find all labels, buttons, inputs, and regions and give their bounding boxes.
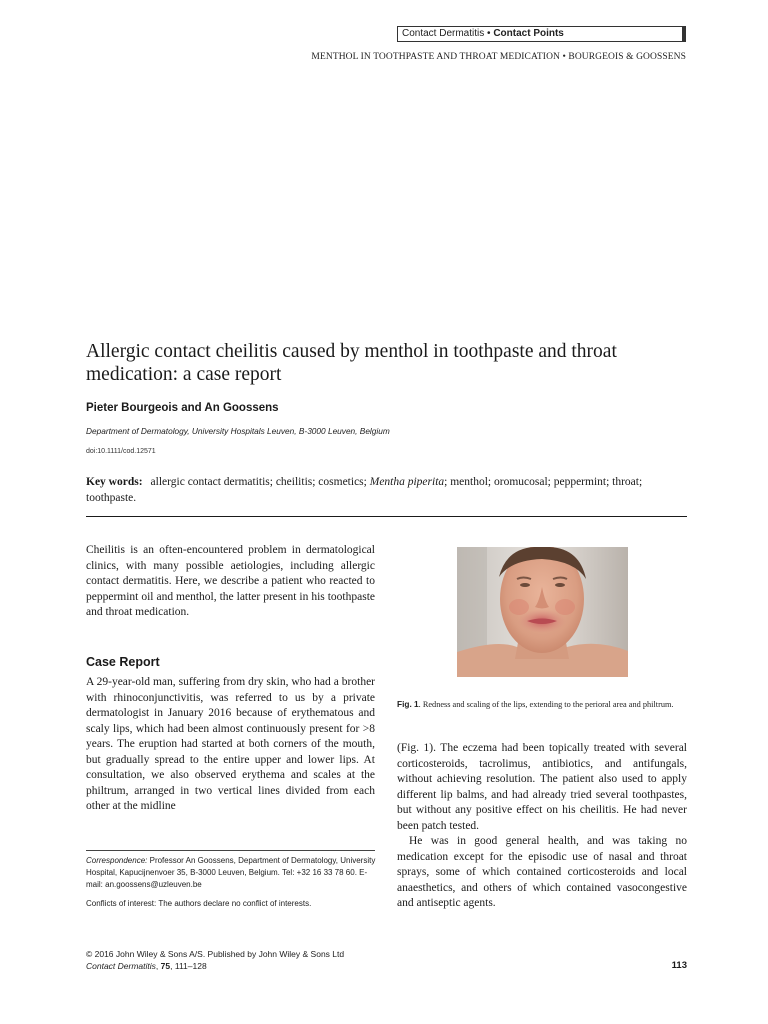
keywords-italic: Mentha piperita xyxy=(369,476,445,488)
correspondence-text: Professor An Goossens, Department of Dermatology, University Hospital, Kapucijnenvoer 35, B-3000 Leuven, Belgium. Tel: +32 16 33 78 60. E-mail: an.goossens@uzleuven.be xyxy=(86,856,376,889)
correspondence-label: Correspondence: xyxy=(86,856,148,865)
copyright-line: © 2016 John Wiley & Sons A/S. Published by John Wiley & Sons Ltd xyxy=(86,949,345,959)
citation-volume: 75 xyxy=(160,961,171,971)
figure-caption: Fig. 1. Redness and scaling of the lips, extending to the perioral area and philtrum. xyxy=(397,699,674,709)
right-column-body xyxy=(397,741,687,912)
patient-face-image xyxy=(457,547,628,677)
figure-caption-text: Redness and scaling of the lips, extending to the perioral area and philtrum. xyxy=(422,700,674,709)
citation-pages: , 111–128 xyxy=(170,961,207,971)
divider xyxy=(86,516,687,517)
keywords-text-2: ; menthol; oromucosal; peppermint; throat; toothpaste. xyxy=(86,476,643,504)
running-head xyxy=(311,52,686,62)
citation-line: Contact Dermatitis, 75, 111–128 xyxy=(86,961,207,971)
case-report-body: A 29-year-old man, suffering from dry skin, who had a brother with rhinoconjunctivitis, was referred to us by a private dermatologist in January 2016 because of erythematous and scaly lips, which had been almost continuously present for >8 years. The eruption had started at both corners of the mouth, but gradually spread to the entire upper and lower lips. At consultation, we also observed erythema and scales at the philtrum, arranged in two vertical lines divided from each other at the midline xyxy=(86,676,375,812)
journal-section-box xyxy=(397,26,686,42)
bullet-separator: • xyxy=(562,52,569,62)
correspondence-note xyxy=(86,855,376,891)
keywords-text-1: allergic contact dermatitis; cheilitis; cosmetics; xyxy=(150,476,370,488)
paragraph: (Fig. 1). The eczema had been topically treated with several corticosteroids, tacrolimus, antibiotics, and antifungals, without achieving resolution. The patient also used to apply different lip balms, and had already tried several toothpastes, but without any positive effect on his cheilitis. He had never been patch tested. xyxy=(397,742,687,832)
copyright-footer xyxy=(86,948,344,972)
footnote-divider xyxy=(86,850,375,851)
patient-photo xyxy=(457,547,628,677)
article-title: Allergic contact cheilitis caused by menthol in toothpaste and throat medication: a case report xyxy=(86,341,617,385)
author-affiliation: Department of Dermatology, University Hospitals Leuven, B-3000 Leuven, Belgium xyxy=(86,426,390,436)
conflicts-note: Conflicts of interest: The authors declare no conflict of interests. xyxy=(86,899,312,908)
doi-link[interactable]: doi:10.1111/cod.12571 xyxy=(86,448,156,455)
article-authors: Pieter Bourgeois and An Goossens xyxy=(86,402,279,414)
running-authors: BOURGEOIS & GOOSSENS xyxy=(568,52,686,62)
keywords xyxy=(86,475,686,506)
running-title: MENTHOL IN TOOTHPASTE AND THROAT MEDICATION xyxy=(311,52,560,62)
bullet-separator: • xyxy=(487,28,494,39)
keywords-label: Key words: xyxy=(86,476,143,488)
section-name: Contact Points xyxy=(493,28,564,39)
abstract: Cheilitis is an often-encountered problem in dermatological clinics, with many possible aetiologies, including allergic contact dermatitis. Here, we describe a patient who reacted to peppermint oil and menthol, the latter present in his toothpaste and throat medication. xyxy=(86,544,375,618)
journal-name: Contact Dermatitis xyxy=(402,28,485,39)
case-report-heading: Case Report xyxy=(86,655,160,669)
page-number: 113 xyxy=(671,960,687,971)
figure-label: Fig. 1 xyxy=(397,699,419,709)
paragraph: He was in good general health, and was taking no medication except for the episodic use of nasal and throat sprays, some of which contained corticosteroids and local anaesthetics, and others of which contained vasocongestive and antiseptic agents. xyxy=(397,835,687,909)
citation-journal: Contact Dermatitis xyxy=(86,961,156,971)
